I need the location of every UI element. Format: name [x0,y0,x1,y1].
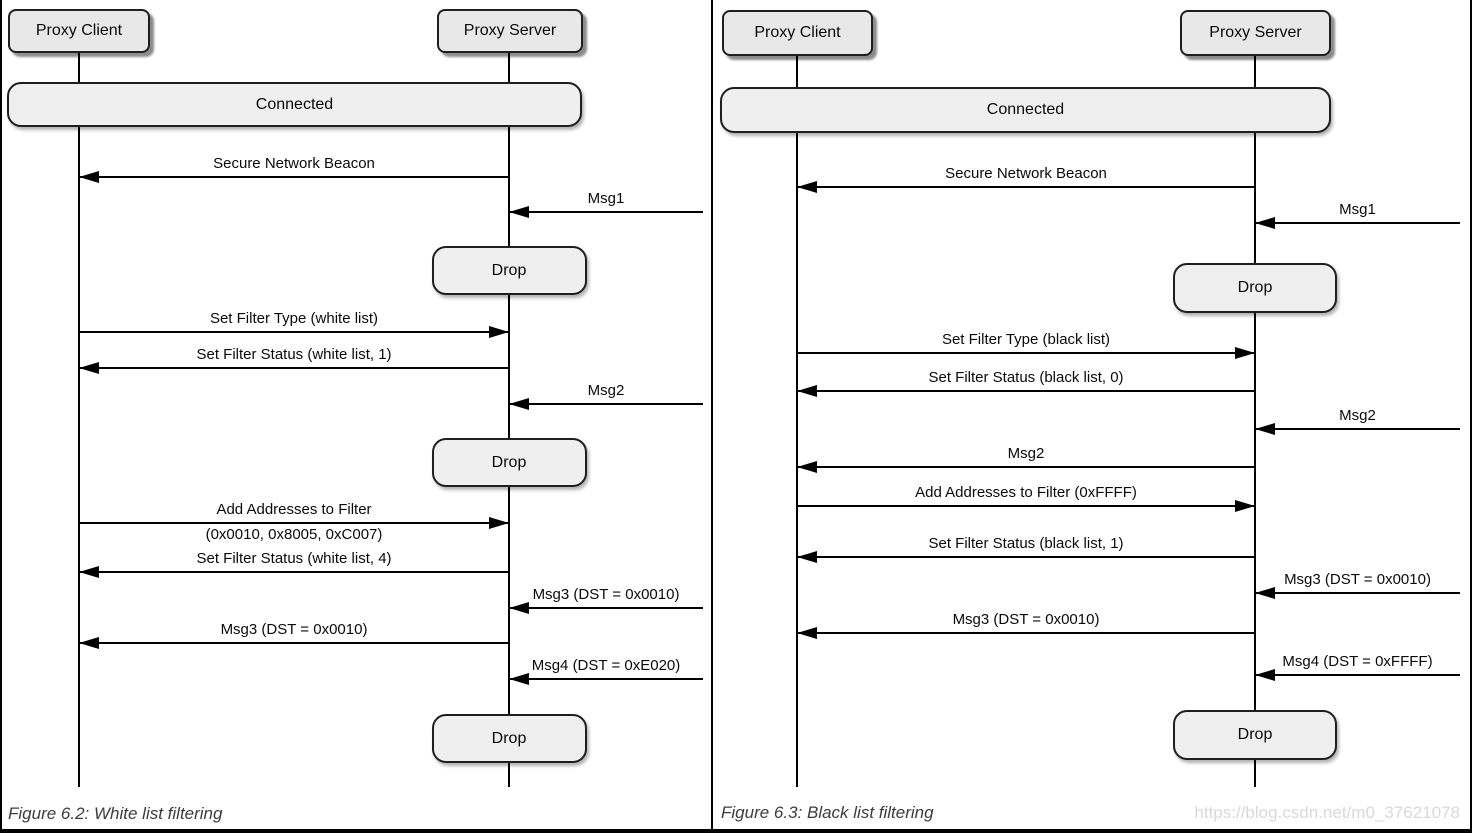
actor-proxy-client: Proxy Client [8,9,150,53]
message-label: Msg3 (DST = 0x0010) [532,586,680,603]
message-arrow [797,466,1255,468]
figure-caption: Figure 6.2: White list filtering [8,804,223,823]
message-arrow [509,211,703,213]
message-label: Set Filter Type (black list) [941,331,1111,348]
message-arrow [509,678,703,680]
message-arrow [797,390,1255,392]
message-label: Add Addresses to Filter (0xFFFF) [915,484,1137,501]
message-arrow [79,176,509,178]
message-label: Msg2 [1007,445,1045,462]
drop-box: Drop [1173,710,1337,760]
sequence-diagram-white-list [0,0,711,833]
message-arrow [509,607,703,609]
message-label: Set Filter Type (white list) [209,310,379,327]
message-label: Secure Network Beacon [213,155,375,172]
message-label: Msg4 (DST = 0xFFFF) [1282,653,1433,670]
message-arrow [1255,222,1460,224]
drop-box: Drop [432,246,587,295]
message-label: Set Filter Status (black list, 0) [928,369,1124,386]
connected-state-box: Connected [7,82,582,127]
message-arrow [1255,592,1460,594]
message-label: Msg3 (DST = 0x0010) [952,611,1100,628]
message-arrow [797,556,1255,558]
message-arrow [1255,674,1460,676]
message-label: Set Filter Status (black list, 1) [928,535,1124,552]
message-arrow [797,352,1255,354]
sequence-diagram-black-list [713,0,1472,833]
message-label: Msg3 (DST = 0x0010) [1284,571,1431,588]
actor-proxy-client: Proxy Client [722,10,873,56]
message-arrow [79,522,509,524]
message-label: Set Filter Status (white list, 4) [196,550,392,567]
connected-state-box: Connected [720,87,1331,133]
message-arrow [79,331,509,333]
message-label: Msg1 [587,190,625,207]
message-arrow [79,642,509,644]
drop-box: Drop [1173,263,1337,313]
message-arrow [509,403,703,405]
message-arrow [79,571,509,573]
message-label: Msg3 (DST = 0x0010) [220,621,368,638]
actor-proxy-server: Proxy Server [1180,10,1331,56]
watermark: https://blog.csdn.net/m0_37621078 [1194,803,1460,822]
message-arrow [79,367,509,369]
message-arrow [1255,428,1460,430]
message-arrow [797,505,1255,507]
message-label: Msg1 [1339,201,1376,218]
actor-proxy-server: Proxy Server [437,9,583,53]
message-arrow [797,632,1255,634]
message-label: Set Filter Status (white list, 1) [196,346,392,363]
message-label: Secure Network Beacon [945,165,1107,182]
message-label: Msg2 [1339,407,1376,424]
drop-box: Drop [432,438,587,487]
message-label: Msg2 [587,382,625,399]
figure-caption: Figure 6.3: Black list filtering [721,803,934,822]
message-label: Msg4 (DST = 0xE020) [531,657,681,674]
message-label-line2: (0x0010, 0x8005, 0xC007) [205,526,383,543]
drop-box: Drop [432,714,587,763]
message-arrow [797,186,1255,188]
message-label: Add Addresses to Filter [216,501,372,518]
